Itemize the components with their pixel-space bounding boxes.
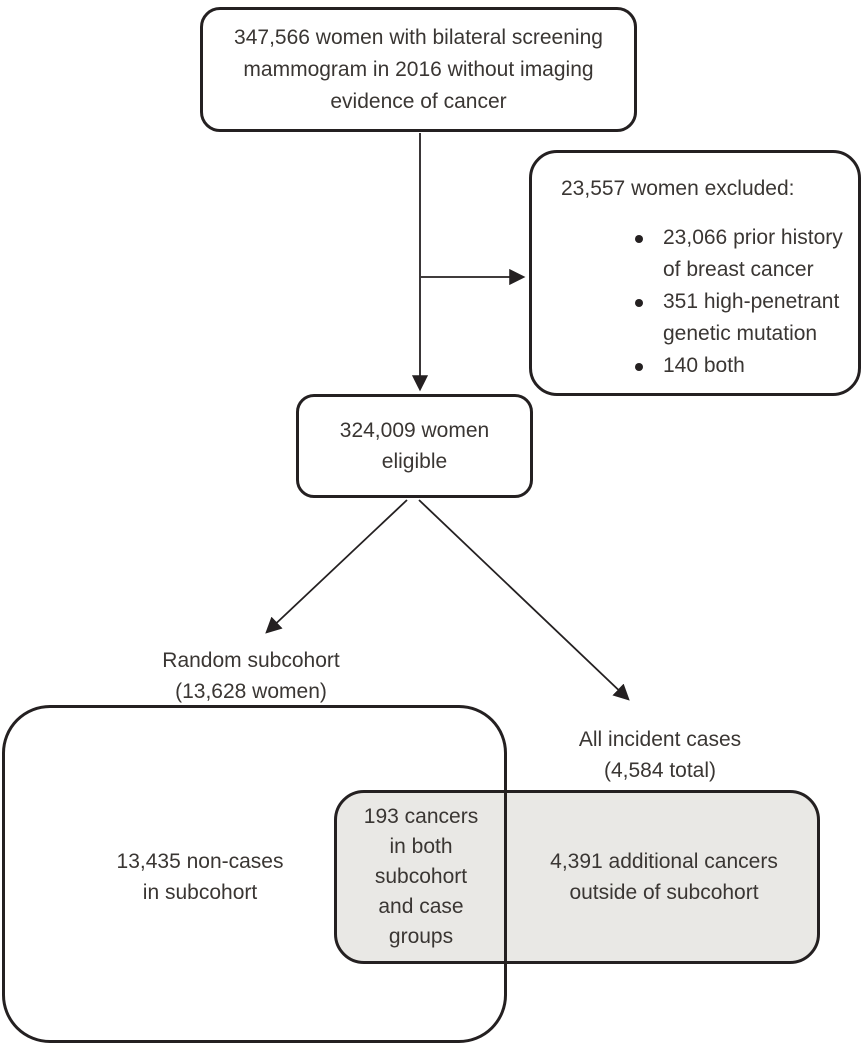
- label-line: All incident cases: [578, 728, 742, 751]
- all-incident-cases-label: [535, 724, 785, 786]
- arrow-to-random-subcohort: [267, 500, 407, 632]
- bullet-icon: [635, 235, 643, 243]
- noncases-text: [55, 790, 345, 964]
- bullet-line: 140 both: [663, 354, 745, 377]
- overlap-line: subcohort: [374, 865, 468, 888]
- overlap-line: in both: [389, 835, 453, 858]
- eligible-line: 324,009 women: [339, 419, 490, 442]
- excluded-bullet-list: [561, 222, 848, 382]
- overlap-line: 193 cancers: [363, 805, 479, 828]
- label-line: (13,628 women): [175, 680, 327, 703]
- label-line: Random subcohort: [162, 649, 340, 672]
- additional-line: outside of subcohort: [569, 881, 759, 904]
- noncases-line: 13,435 non-cases: [116, 850, 284, 873]
- excluded-bullet-item: [561, 350, 848, 382]
- overlap-line: groups: [388, 925, 454, 948]
- eligible-line: eligible: [381, 450, 448, 473]
- bullet-icon: [635, 299, 643, 307]
- bullet-line: 23,066 prior history: [663, 226, 843, 249]
- total-cohort-line: mammogram in 2016 without imaging: [243, 57, 594, 81]
- bullet-line: 351 high-penetrant: [663, 290, 840, 313]
- total-cohort-box: [200, 7, 637, 132]
- excluded-heading: 23,557 women excluded:: [561, 177, 795, 200]
- additional-cancers-text: [508, 790, 820, 964]
- total-cohort-line: 347,566 women with bilateral screening: [234, 25, 603, 49]
- overlap-line: and case: [378, 895, 464, 918]
- excluded-box: [529, 150, 861, 396]
- random-subcohort-label: [126, 645, 376, 707]
- arrow-to-incident-cases: [419, 500, 628, 699]
- total-cohort-line: evidence of cancer: [330, 89, 507, 113]
- additional-line: 4,391 additional cancers: [550, 850, 778, 873]
- excluded-bullet-item: [561, 286, 848, 350]
- bullet-line: of breast cancer: [663, 258, 814, 281]
- eligible-box: [296, 394, 533, 498]
- bullet-icon: [635, 363, 643, 371]
- excluded-bullet-item: [561, 222, 848, 286]
- overlap-cancers-text: [336, 790, 506, 964]
- bullet-line: genetic mutation: [663, 322, 818, 345]
- label-line: (4,584 total): [603, 759, 717, 782]
- noncases-line: in subcohort: [142, 881, 258, 904]
